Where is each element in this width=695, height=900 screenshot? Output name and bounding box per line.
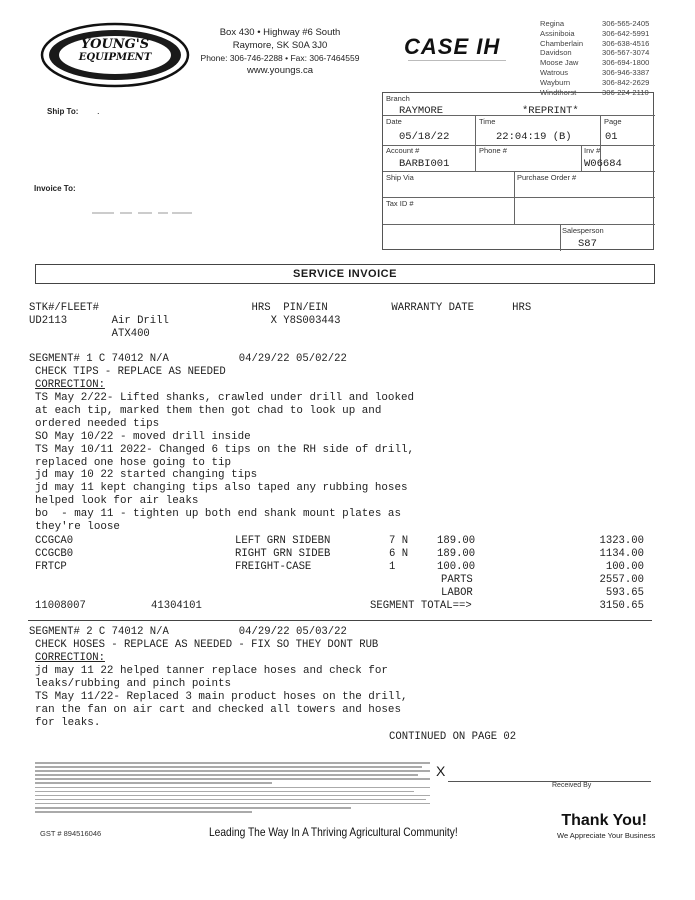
inv-value: W06684: [584, 158, 622, 170]
branch-row: [540, 29, 680, 39]
branch-name: Davidson: [540, 48, 572, 58]
note-line: jd may 11 kept changing tips also taped any rubbing hoses: [35, 482, 408, 495]
part-extended-price: 100.00: [605, 561, 644, 573]
segment-total-label: SEGMENT TOTAL==>: [370, 600, 472, 612]
branch-row: [540, 19, 680, 29]
parts-total: 2557.00: [599, 574, 644, 586]
part-number: CCGCB0: [35, 548, 74, 560]
thank-you: Thank You!: [561, 812, 647, 829]
terms-fine-print: [35, 762, 430, 816]
segment-divider: [28, 620, 652, 621]
dealer-address-block: [180, 27, 380, 77]
branch-phone: 306-638-4516: [602, 38, 650, 48]
gst-number: GST # 894516046: [40, 829, 102, 838]
page-value: 01: [605, 131, 618, 143]
segment-1-correction-label: CORRECTION:: [35, 379, 105, 391]
branch-row: [540, 48, 680, 58]
logo-word-equipment: EQUIPMENT: [78, 52, 152, 63]
reprint-stamp: *REPRINT*: [522, 105, 579, 117]
inv-label: Inv #: [584, 146, 601, 155]
note-line: ran the fan on air cart and checked all towers and hoses: [35, 703, 401, 716]
parts-label: PARTS: [441, 574, 473, 586]
reference-2: 41304101: [151, 600, 202, 612]
salesperson-value: S87: [578, 238, 597, 250]
received-by-label: Received By: [552, 782, 592, 789]
branch-phone: 306-565-2405: [602, 19, 650, 28]
page-label: Page: [604, 117, 622, 126]
dealer-website: www.youngs.ca: [246, 64, 313, 76]
dealer-phone-line: Phone: 306-746-2288 • Fax: 306-7464559: [200, 53, 360, 63]
document-title: SERVICE INVOICE: [35, 264, 655, 284]
dealer-address-line-2: Raymore, SK S0A 3J0: [232, 39, 328, 51]
part-number: CCGCA0: [35, 535, 74, 547]
segment-1-complaint: CHECK TIPS - REPLACE AS NEEDED: [35, 366, 226, 378]
branch-phone: 306-567-3074: [602, 48, 650, 58]
thank-you-subtitle: We Appreciate Your Business: [557, 831, 656, 840]
segment-total-value: 3150.65: [599, 600, 644, 612]
ship-to-value: .: [97, 106, 100, 116]
note-line: jd may 11 22 helped tanner replace hoses and check for: [35, 665, 388, 677]
branch-name: Regina: [540, 19, 565, 28]
branch-name: Windthorst: [540, 87, 577, 97]
branch-row: [540, 68, 680, 78]
note-line: ordered needed tips: [35, 417, 160, 430]
part-quantity: 7 N: [389, 535, 409, 547]
invoice-header-box: [382, 92, 654, 250]
branch-row: [540, 58, 680, 68]
branch-phone: 306-842-2629: [602, 77, 650, 87]
labor-label: LABOR: [441, 587, 473, 599]
segment-2-notes: [35, 665, 408, 730]
time-value: 22:04:19 (B): [496, 131, 572, 143]
note-line: TS May 11/22- Replaced 3 main product hoses on the drill,: [35, 690, 408, 703]
part-extended-price: 1323.00: [599, 535, 644, 547]
continued-note: CONTINUED ON PAGE 02: [389, 731, 517, 743]
note-line: replaced one hose going to tip: [35, 456, 232, 469]
branch-name: Assiniboia: [540, 28, 575, 38]
purchase-order-label: Purchase Order #: [517, 173, 577, 182]
part-description: RIGHT GRN SIDEB: [235, 548, 331, 560]
branch-value: RAYMORE: [399, 105, 444, 117]
segment-2-complaint: CHECK HOSES - REPLACE AS NEEDED - FIX SO THEY DONT RUB: [35, 639, 379, 651]
part-number: FRTCP: [35, 561, 67, 573]
table-row: [0, 535, 695, 548]
note-line: helped look for air leaks: [35, 495, 199, 508]
signature-x: X: [436, 763, 446, 779]
logo-text: [60, 38, 170, 64]
table-row: [0, 548, 695, 561]
note-line: at each tip, marked them then got chad to look up and: [35, 404, 382, 417]
branch-name: Wayburn: [540, 77, 571, 87]
segment-1-notes: [35, 392, 414, 534]
branch-phone: 306-642-5991: [602, 28, 650, 38]
branch-list: [540, 19, 680, 97]
account-label: Account #: [386, 146, 420, 155]
part-description: LEFT GRN SIDEBN: [235, 535, 331, 547]
signature-line: [448, 781, 651, 782]
branch-name: Chamberlain: [540, 38, 584, 48]
note-line: jd may 10 22 started changing tips: [35, 469, 258, 482]
branch-row: [540, 39, 680, 49]
labor-total: 593.65: [605, 587, 644, 599]
invoice-to-faded-address: [92, 209, 212, 217]
equipment-line-1: UD2113 Air Drill X Y8S003443: [29, 315, 341, 327]
note-line: SO May 10/22 - moved drill inside: [35, 430, 251, 443]
equipment-header: STK#/FLEET# HRS PIN/EIN WARRANTY DATE HRS: [29, 302, 532, 314]
case-ih-logo: CASE IH: [404, 34, 501, 59]
note-line: TS May 2/22- Lifted shanks, crawled under drill and looked: [35, 392, 415, 404]
tax-id-label: Tax ID #: [386, 199, 414, 208]
account-value: BARBI001: [399, 158, 450, 170]
branch-name: Moose Jaw: [540, 58, 579, 68]
note-line: TS May 10/11 2022- Changed 6 tips on the RH side of drill,: [35, 443, 415, 456]
part-extended-price: 1134.00: [599, 548, 644, 560]
segment-1-header: SEGMENT# 1 C 74012 N/A 04/29/22 05/02/22: [29, 353, 347, 365]
table-row: [0, 561, 695, 574]
segment-2-correction-label: CORRECTION:: [35, 652, 105, 664]
segment-2-header: SEGMENT# 2 C 74012 N/A 04/29/22 05/03/22: [29, 626, 347, 638]
note-line: they're loose: [35, 521, 120, 534]
time-label: Time: [479, 117, 496, 126]
ship-via-label: Ship Via: [386, 173, 414, 182]
branch-phone: 306-694-1800: [602, 58, 650, 68]
branch-label: Branch: [386, 94, 410, 103]
branch-row: [540, 78, 680, 88]
date-value: 05/18/22: [399, 131, 450, 143]
footer-slogan: Leading The Way In A Thriving Agricultural Community!: [209, 825, 458, 839]
reference-1: 11008007: [35, 600, 86, 612]
part-unit-price: 100.00: [437, 561, 476, 573]
part-description: FREIGHT-CASE: [235, 561, 312, 573]
note-line: for leaks.: [35, 716, 101, 729]
note-line: leaks/rubbing and pinch points: [35, 677, 232, 690]
logo-word-youngs: YOUNG'S: [80, 37, 150, 52]
branch-name: Watrous: [540, 67, 568, 77]
equipment-line-2: ATX400: [29, 328, 150, 340]
phone-label: Phone #: [479, 146, 507, 155]
dealer-address-line-1: Box 430 • Highway #6 South: [219, 27, 341, 38]
branch-phone: 306-946-3387: [602, 67, 650, 77]
invoice-to-label: Invoice To:: [34, 184, 76, 193]
part-quantity: 6 N: [389, 548, 409, 560]
salesperson-label: Salesperson: [562, 226, 604, 235]
date-label: Date: [386, 117, 402, 126]
part-quantity: 1: [389, 561, 396, 573]
case-ih-tagline-graphic: [408, 57, 508, 65]
part-unit-price: 189.00: [437, 548, 476, 560]
note-line: bo - may 11 - tighten up both end shank mount plates as: [35, 508, 401, 521]
ship-to-label: Ship To:: [47, 107, 79, 116]
part-unit-price: 189.00: [437, 535, 476, 547]
branch-phone: 306-224-2110: [602, 87, 649, 97]
